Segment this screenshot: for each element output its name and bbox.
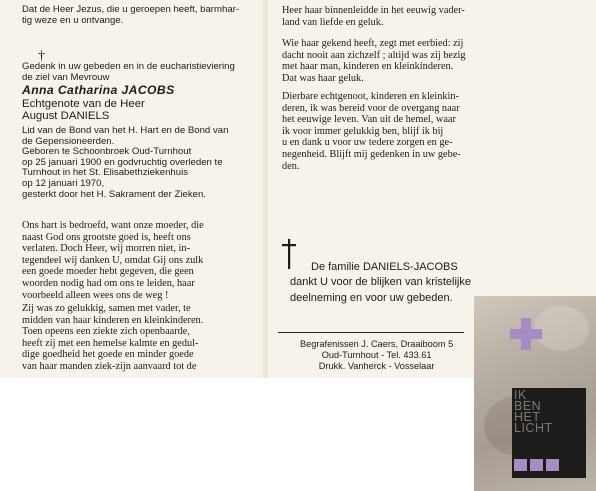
detail-line: op 25 januari 1900 en godvruchtig overleden te xyxy=(22,156,223,168)
card-motto xyxy=(514,390,553,434)
address-line: Oud-Turnhout - Tel. 433.61 xyxy=(321,349,432,360)
husband-info xyxy=(22,98,145,122)
family-thanks xyxy=(290,260,471,306)
motto-line: LICHT xyxy=(514,421,553,435)
tribute-line: tegendeel wij danken U, omdat Gij ons zulk xyxy=(22,254,204,266)
text-line: u en dank u voor uw tedere zorgen en ge- xyxy=(282,137,453,149)
right-paragraph-1 xyxy=(282,5,465,28)
deceased-name: Anna Catharina JACOBS xyxy=(22,83,175,97)
funeral-home-line: Begrafenissen J. Caers, Draaiboom 5 xyxy=(300,339,454,349)
tribute-line: Toen opeens een ziekte zich openbaarde, xyxy=(22,326,190,338)
purple-squares xyxy=(514,458,562,476)
tribute-line: heeft zij met een hemelse kalmte en gedul- xyxy=(22,337,199,349)
husband-line: August DANIELS xyxy=(22,110,110,123)
text-line: deren, ik was bereid voor de overgang naar xyxy=(282,102,460,114)
detail-line: Lid van de Bond van het H. Hart en de Bond van xyxy=(22,125,229,136)
motto-line: IK xyxy=(514,388,527,402)
text-line: Dierbare echtgenoot, kinderen en kleinkin- xyxy=(282,91,459,102)
tribute-line: van haar manden ziek-zijn aanvaard tot de xyxy=(22,360,197,372)
thanks-line: dankt U voor de blijken van kristelijke xyxy=(290,276,471,289)
text-line: den. xyxy=(282,160,300,172)
motto-line: BEN xyxy=(514,399,542,413)
purple-cross-icon xyxy=(510,318,542,350)
prayer-card-front xyxy=(474,296,596,491)
tribute-line: Ons hart is bedroefd, want onze moeder, die xyxy=(22,220,204,231)
intro-text xyxy=(22,5,239,26)
text-line: negenheid. Blijft mij gedenken in uw gebe- xyxy=(282,148,461,160)
text-line: Dat was haar geluk. xyxy=(282,72,364,84)
purple-square xyxy=(514,459,527,471)
text-line: land van liefde en geluk. xyxy=(282,16,384,28)
life-details xyxy=(22,126,228,200)
text-line: dacht nooit aan zichzelf ; altijd was zij bezig xyxy=(282,49,466,61)
purple-square xyxy=(546,459,559,471)
tribute-line: naast God ons grootste goed is, heeft ons xyxy=(22,231,191,243)
intro-line: tig weze en u ontvange. xyxy=(22,14,124,26)
tribute-paragraph-2 xyxy=(22,303,203,373)
text-line: Heer haar binnenleidde in het eeuwig vader- xyxy=(282,5,465,16)
divider-line xyxy=(278,332,464,333)
memorial-line: Gedenk in uw gebeden en in de eucharistieviering xyxy=(22,61,235,72)
detail-line: op 12 januari 1970, xyxy=(22,177,105,189)
right-paragraph-2 xyxy=(282,38,466,84)
tribute-paragraph-1 xyxy=(22,220,204,301)
intro-line: Dat de Heer Jezus, die u geroepen heeft, barmhar- xyxy=(22,4,240,15)
tribute-line: woorden nodig had om ons te leiden, haar xyxy=(22,277,195,289)
text-line: het eeuwige leven. Van uit de hemel, waar xyxy=(282,114,456,126)
detail-line: Turnhout in het St. Elisabethziekenhuis xyxy=(22,167,189,179)
tribute-line: voorbeeld alleen wees ons de weg ! xyxy=(22,289,169,301)
purple-square xyxy=(530,459,543,471)
motto-line: HET xyxy=(514,410,541,424)
detail-line: Geboren te Schoonbroek Oud-Turnhout xyxy=(22,146,192,158)
memorial-line: de ziel van Mevrouw xyxy=(22,71,110,83)
tribute-line: dige goedheid het goede en minder goede xyxy=(22,349,194,361)
small-cross-icon: † xyxy=(38,49,45,64)
text-line: ik voor immer gelukkig ben, blijf ik bij xyxy=(282,125,444,137)
right-paragraph-3 xyxy=(282,91,461,172)
memorial-text xyxy=(22,62,235,83)
printer-info xyxy=(300,339,453,371)
tribute-line: een goede moeder hebt gegeven, die geen xyxy=(22,266,194,278)
tribute-line: midden van haar kinderen en kleinkinderen. xyxy=(22,314,204,326)
printer-line: Drukk. Vanherck - Vosselaar xyxy=(318,360,435,371)
tribute-line: verlaten. Doch Heer, wij morren niet, in- xyxy=(22,243,190,255)
thanks-line: deelneming en voor uw gebeden. xyxy=(290,291,453,304)
family-name-line: De familie DANIELS-JACOBS xyxy=(311,261,458,273)
text-line: Wie haar gekend heeft, zegt met eerbied: zij xyxy=(282,38,464,49)
detail-line: gesterkt door het H. Sakrament der Zieken. xyxy=(22,188,206,200)
detail-line: de Gepensioneerden. xyxy=(22,135,115,147)
tribute-line: Zij was zo gelukkig, samen met vader, te xyxy=(22,303,191,314)
husband-line: Echtgenote van de Heer xyxy=(22,98,145,110)
text-line: met haar man, kinderen en kleinkinderen. xyxy=(282,61,454,73)
